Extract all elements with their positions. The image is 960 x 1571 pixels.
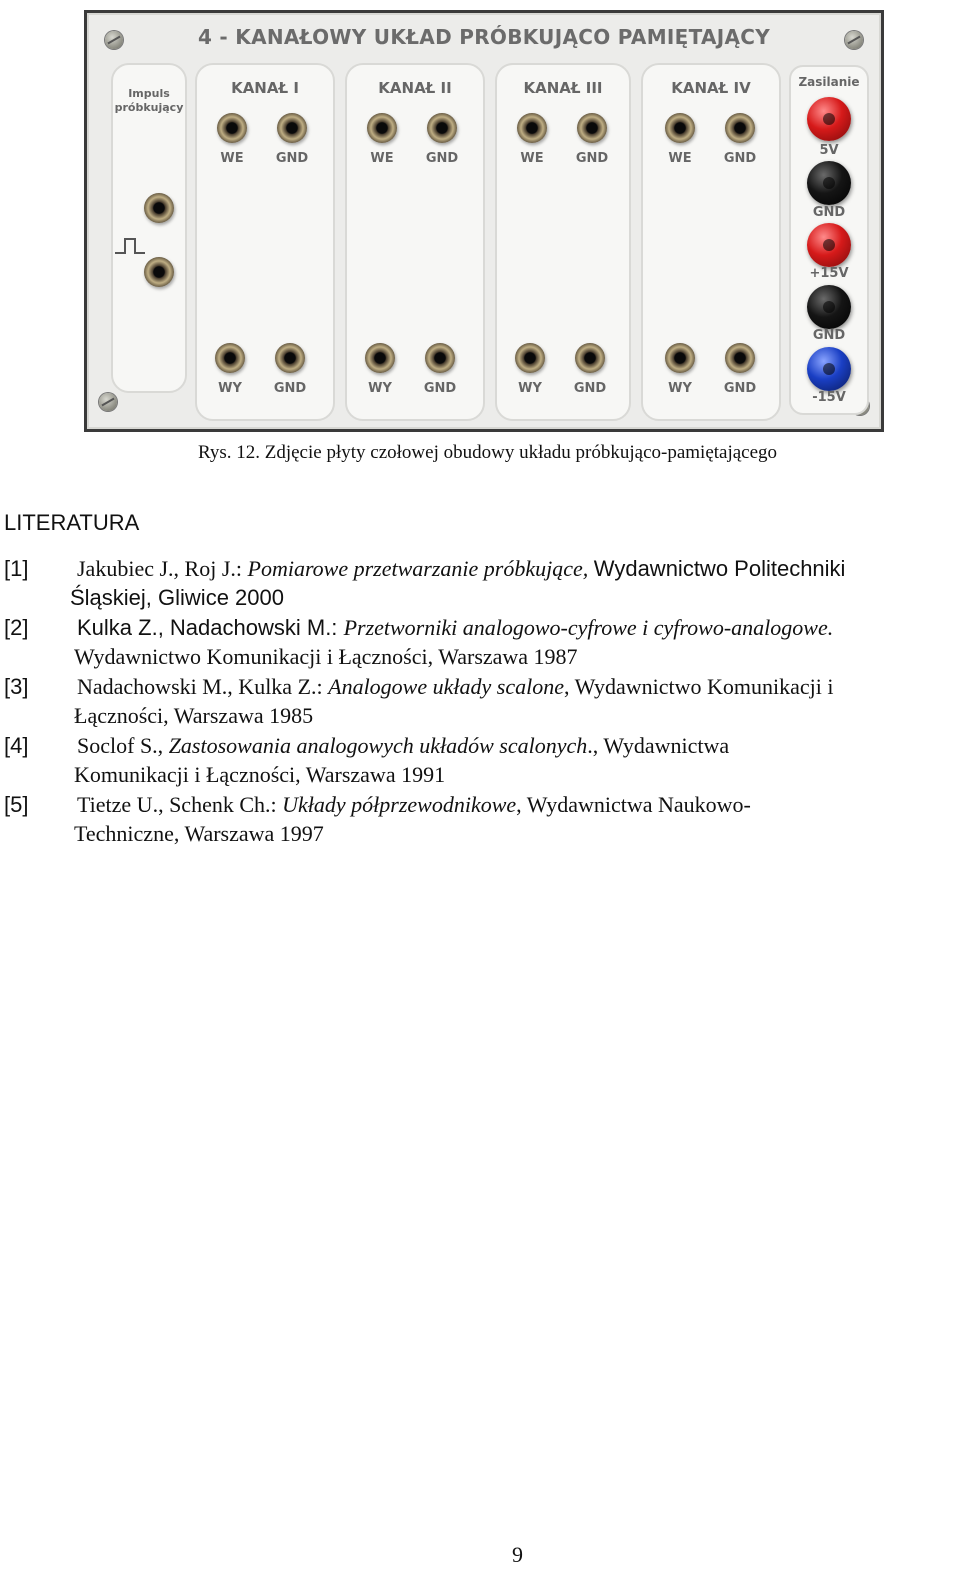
channel-4-we-jack: [665, 113, 695, 143]
channel-2-gnd-out-jack: [425, 343, 455, 373]
channel-2-gnd-jack: [427, 113, 457, 143]
reference-publisher: , Wydawnictwo Komunikacji i: [563, 674, 834, 699]
channel-3-gnd-out-jack: [575, 343, 605, 373]
channel-3-gnd-jack: [577, 113, 607, 143]
channel-4-gnd-label: GND: [723, 151, 757, 166]
reference-continuation: Łączności, Warszawa 1985: [74, 703, 314, 728]
reference-authors: Jakubiec J., Roj J.:: [77, 556, 242, 581]
channel-1-name: KANAŁ I: [231, 79, 299, 97]
reference-title: Układy półprzewodnikowe: [282, 792, 517, 817]
reference-publisher: ., Wydawnictwa: [587, 733, 730, 758]
screw-icon: [845, 31, 863, 49]
channel-1-we-label: WE: [220, 151, 244, 166]
terminal-gnd-2-label: GND: [812, 328, 846, 343]
panel-title: 4 - KANAŁOWY UKŁAD PRÓBKUJĄCO PAMIĘTAJĄCY: [197, 25, 771, 49]
channel-4-wy-jack: [665, 343, 695, 373]
terminal-5v-red: [807, 97, 851, 141]
reference-authors: Soclof S.,: [77, 733, 164, 758]
reference-continuation: Wydawnictwo Komunikacji i Łączności, Warszawa 1987: [74, 644, 578, 669]
channel-2-gnd-out-label: GND: [423, 381, 457, 396]
reference-number: [2]: [4, 615, 29, 640]
reference-number: [1]: [4, 556, 29, 581]
terminal-gnd-black-2: [807, 285, 851, 329]
impulse-label-line1: Impuls: [128, 87, 170, 100]
channel-1-gnd-label: GND: [275, 151, 309, 166]
reference-authors: Tietze U., Schenk Ch.:: [77, 792, 277, 817]
impulse-section: [111, 63, 187, 393]
channel-3-wy-jack: [515, 343, 545, 373]
channel-3-gnd-out-label: GND: [573, 381, 607, 396]
channel-3-we-jack: [517, 113, 547, 143]
channel-4-we-label: WE: [668, 151, 692, 166]
reference-publisher: , Wydawnictwa Naukowo-: [516, 792, 751, 817]
front-panel-photo: [84, 10, 884, 432]
channel-4-gnd-out-jack: [725, 343, 755, 373]
impulse-label-line2: próbkujący: [114, 101, 184, 114]
channel-1-gnd-out-label: GND: [273, 381, 307, 396]
reference-title: Analogowe układy scalone: [328, 674, 564, 699]
impulse-jack-top: [144, 193, 174, 223]
literature-heading: LITERATURA: [4, 510, 140, 535]
reference-continuation: Śląskiej, Gliwice 2000: [70, 585, 284, 610]
channel-2-section: [345, 63, 485, 421]
impulse-jack-bottom: [144, 257, 174, 287]
terminal-minus15v-label: -15V: [812, 390, 846, 405]
channel-4-gnd-jack: [725, 113, 755, 143]
reference-continuation: Techniczne, Warszawa 1997: [74, 821, 324, 846]
channel-4-gnd-out-label: GND: [723, 381, 757, 396]
reference-title: Przetworniki analogowo-cyfrowe i cyfrowo-analogowe.: [343, 615, 834, 640]
reference-authors: Nadachowski M., Kulka Z.:: [77, 674, 323, 699]
channel-4-name: KANAŁ IV: [671, 79, 751, 97]
reference-authors: Kulka Z., Nadachowski M.:: [77, 615, 338, 640]
terminal-5v-label: 5V: [819, 143, 839, 158]
channel-2-we-label: WE: [370, 151, 394, 166]
channel-2-wy-jack: [365, 343, 395, 373]
terminal-plus15v-label: +15V: [809, 266, 849, 281]
terminal-gnd-black-1: [807, 161, 851, 205]
screw-icon: [99, 393, 117, 411]
channel-1-we-jack: [217, 113, 247, 143]
channel-1-wy-label: WY: [218, 381, 242, 396]
channel-3-we-label: WE: [520, 151, 544, 166]
channel-2-we-jack: [367, 113, 397, 143]
figure-caption: Rys. 12. Zdjęcie płyty czołowej obudowy układu próbkująco-pamiętającego: [197, 442, 778, 463]
channel-2-name: KANAŁ II: [378, 79, 452, 97]
reference-number: [3]: [4, 674, 29, 699]
channel-1-gnd-out-jack: [275, 343, 305, 373]
screw-icon: [105, 31, 123, 49]
reference-title: Zastosowania analogowych układów scalonych: [168, 733, 588, 758]
reference-title: Pomiarowe przetwarzanie próbkujące,: [247, 556, 589, 581]
reference-number: [5]: [4, 792, 29, 817]
channel-3-name: KANAŁ III: [523, 79, 603, 97]
terminal-gnd-1-label: GND: [812, 205, 846, 220]
channel-1-gnd-jack: [277, 113, 307, 143]
channel-1-wy-jack: [215, 343, 245, 373]
pulse-symbol-icon: [113, 233, 149, 259]
terminal-minus15v-blue: [807, 347, 851, 391]
reference-number: [4]: [4, 733, 29, 758]
channel-2-gnd-label: GND: [425, 151, 459, 166]
terminal-plus15v-red: [807, 223, 851, 267]
channel-4-wy-label: WY: [668, 381, 692, 396]
channel-2-wy-label: WY: [368, 381, 392, 396]
channel-1-section: [195, 63, 335, 421]
reference-publisher: Wydawnictwo Politechniki: [593, 556, 846, 581]
channel-4-section: [641, 63, 781, 421]
channel-3-gnd-label: GND: [575, 151, 609, 166]
channel-3-wy-label: WY: [518, 381, 542, 396]
page-number: 9: [512, 1542, 523, 1567]
channel-3-section: [495, 63, 631, 421]
reference-continuation: Komunikacji i Łączności, Warszawa 1991: [74, 762, 446, 787]
power-title: Zasilanie: [798, 75, 860, 89]
